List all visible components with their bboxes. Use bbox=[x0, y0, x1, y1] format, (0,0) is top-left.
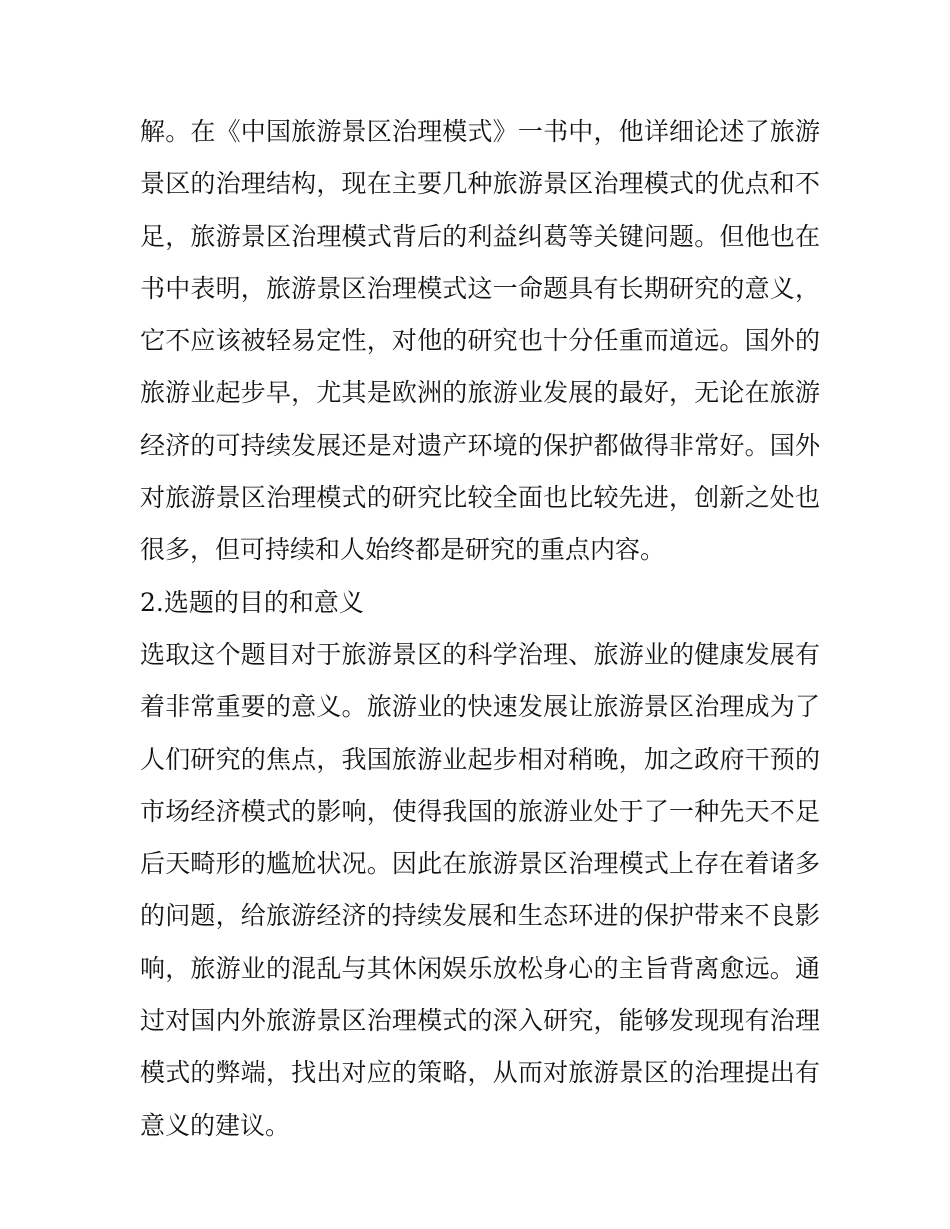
text-line: 模式的弊端，找出对应的策略，从而对旅游景区的治理提出有 bbox=[140, 1058, 820, 1088]
body-text bbox=[140, 106, 820, 1152]
text-line: 市场经济模式的影响，使得我国的旅游业处于了一种先天不足 bbox=[140, 796, 820, 826]
text-line: 意义的建议。 bbox=[140, 1110, 291, 1140]
text-line: 着非常重要的意义。旅游业的快速发展让旅游景区治理成为了 bbox=[140, 692, 820, 722]
text-line: 选取这个题目对于旅游景区的科学治理、旅游业的健康发展有 bbox=[140, 639, 820, 669]
text-line: 解。在《中国旅游景区治理模式》一书中，他详细论述了旅游 bbox=[140, 117, 820, 146]
text-line: 景区的治理结构，现在主要几种旅游景区治理模式的优点和不 bbox=[140, 169, 820, 199]
section-heading: 2.选题的目的和意义 bbox=[140, 587, 364, 617]
text-line: 响，旅游业的混乱与其休闲娱乐放松身心的主旨背离愈远。通 bbox=[140, 953, 820, 983]
text-line: 书中表明，旅游景区治理模式这一命题具有长期研究的意义， bbox=[140, 273, 820, 303]
text-line: 很多，但可持续和人始终都是研究的重点内容。 bbox=[140, 535, 666, 565]
paragraph-continuation bbox=[140, 106, 820, 577]
text-line: 旅游业起步早，尤其是欧洲的旅游业发展的最好，无论在旅游 bbox=[140, 378, 820, 408]
text-line: 经济的可持续发展还是对遗产环境的保护都做得非常好。国外 bbox=[140, 430, 820, 460]
text-line: 足，旅游景区治理模式背后的利益纠葛等关键问题。但他也在 bbox=[140, 221, 820, 251]
text-line: 过对国内外旅游景区治理模式的深入研究，能够发现现有治理 bbox=[140, 1006, 820, 1036]
text-line: 人们研究的焦点，我国旅游业起步相对稍晚，加之政府干预的 bbox=[140, 744, 820, 774]
text-line: 后天畸形的尴尬状况。因此在旅游景区治理模式上存在着诸多 bbox=[140, 849, 820, 879]
text-line: 对旅游景区治理模式的研究比较全面也比较先进，创新之处也 bbox=[140, 483, 820, 513]
text-line: 它不应该被轻易定性，对他的研究也十分任重而道远。国外的 bbox=[140, 326, 820, 356]
paragraph-purpose bbox=[140, 629, 820, 1152]
text-line: 的问题，给旅游经济的持续发展和生态环进的保护带来不良影 bbox=[140, 901, 820, 931]
